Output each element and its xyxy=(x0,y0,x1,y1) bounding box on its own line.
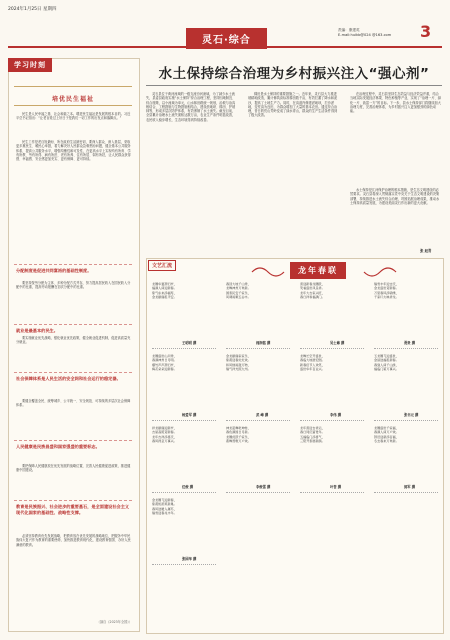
couplet-author: 张书元 撰 xyxy=(404,413,419,417)
couplet-line: 吉星高照贺新春。 xyxy=(152,430,177,435)
couplet-line: 辞旧迎新添百福， xyxy=(374,434,399,439)
couplet-line: 春回大地千山秀， xyxy=(226,282,251,286)
couplet-line: 紫燕衔泥筑新巢。 xyxy=(152,502,177,507)
couplet-line: 金鼠送福报新春。 xyxy=(374,358,399,363)
couplet-author: 郭军 撰 xyxy=(404,485,416,489)
couplet-line: 国泰民安千家乐， xyxy=(226,290,251,295)
couplet-separator xyxy=(374,420,438,422)
couplet xyxy=(226,354,286,371)
couplet-separator xyxy=(300,348,364,350)
couplet xyxy=(300,282,360,299)
couplet-line: 神龙起舞乾坤转， xyxy=(226,426,251,430)
page-number: 3 xyxy=(420,22,432,41)
couplet-line: 玉龙腾飞迎盛世， xyxy=(374,354,399,358)
couplet-line: 龙腾盛世山河秀， xyxy=(152,354,177,358)
couplet-line: 春风送暖入屠苏， xyxy=(152,506,177,511)
study-para: 民生是人民幸福之基、社会和谐之本。增进民生福祉是发展的根本目的。习近平总书记指出：“让老百姓过上好日子是我们一切工作的出发点和落脚点。” xyxy=(16,112,131,121)
study-tag: 学习时刻 xyxy=(8,58,52,72)
couplet-separator xyxy=(152,420,216,422)
article-column-2: 梯田是水土保持的重要措施之一。近年来，灵石县大力推进坡耕地改造，累计修筑高标准梯田数千亩，有效拦蓄了降水和泥沙，提高了土地生产力。同时，在沟道内修建淤地坝，拦沙淤地，变荒沟为良田，为群众增加了大量的基本农田。通过综合治理，昔日的荒山秃岭变成了绿水青山，群众的生产生活条件得到了极大改善。 xyxy=(248,92,338,118)
divider xyxy=(14,440,132,441)
divider xyxy=(14,324,132,325)
couplet-line: 喜迎新春龙腾跃， xyxy=(300,282,325,286)
point-text: 要坚持按劳分配为主体、多种分配方式并存，努力提高居民收入在国民收入分配中的比重，提高劳动报酬在初次分配中的比重。 xyxy=(16,281,131,290)
couplet-line: 春日祥和福满门。 xyxy=(300,294,325,299)
article-author: 张 赵青 xyxy=(420,249,432,253)
couplet-line: 盛世华年百业兴。 xyxy=(300,366,325,371)
couplet xyxy=(300,426,360,443)
header-rule xyxy=(8,46,442,48)
divider xyxy=(14,500,132,501)
couplet-line: 金龙腾飞迎新春， xyxy=(152,498,177,502)
couplet-line: 龙腾虎跃千家乐， xyxy=(226,434,251,439)
couplet-line: 福临门第万事兴。 xyxy=(374,366,399,371)
couplet-line: 福满人间迎新春。 xyxy=(152,286,177,291)
point-title: 分配制度是促进共同富裕的基础性制度。 xyxy=(16,268,92,273)
divider xyxy=(14,372,132,373)
couplet-line: 瑞雪丰年迎吉庆， xyxy=(374,282,399,286)
point-title: 人民健康是民族昌盛和国家强盛的重要标志。 xyxy=(16,444,100,449)
couplet-line: 紫燕迎春处处欢。 xyxy=(226,358,251,363)
dragon-ornament-right-icon xyxy=(362,264,398,280)
couplet-separator xyxy=(152,564,216,566)
couplet xyxy=(152,282,212,299)
couplet-line: 紫气东来添福寿， xyxy=(152,290,177,295)
couplet-separator xyxy=(226,492,290,494)
study-para: 民生工作是老百姓最盼、所在政府生活最密切，要深入群众、深入基层，采取更多惠民生、暖民心举措，着力解决好人民群众急难愁盼问题，健全基本公共服务体系，提高公共服务水平，增强均衡性和可及性，在更高水平上实现幼有所育、学有所教、劳有所得、病有所医、老有所养、住有所居、弱有所扶，让人民群众获得感、幸福感、安全感更加充实、更有保障、更可持续。 xyxy=(16,140,131,162)
couplet-author: 吴士雄 撰 xyxy=(330,341,345,345)
couplet xyxy=(152,498,212,515)
couplet xyxy=(226,426,286,443)
point-title: 社会保障体系是人民生活的安全网和社会运行的稳定器。 xyxy=(16,376,121,381)
issue-date: 2024年1月25日 星期四 xyxy=(8,7,57,12)
couplet-author: 李俊雷 撰 xyxy=(256,485,271,489)
couplet-separator xyxy=(300,420,364,422)
couplet-line: 风调雨顺五谷丰。 xyxy=(226,294,251,299)
point-title: 教育是民族振兴、社会进步的重要基石，是全面建设社会主义现代化国家的基础性、战略性支撑。 xyxy=(16,504,130,515)
editor-email: E-mail:huikb@024 @163.com xyxy=(338,32,392,37)
couplet-line: 金龙盛世贺新春。 xyxy=(374,286,399,291)
article-column-3: 在治理过程中，灵石县坚持生态效益与经济效益并重，结合当地实际发展经济林果、特色种植等产业，实现了“治理一片、绿化一片、致富一方”的目标。下一步，县水土保持部门将继续加大治理力度，完善治理体系，为乡村振兴注入更加强劲的绿色动能。 xyxy=(350,92,441,114)
couplet-author: 杨爱军 撰 xyxy=(182,413,197,417)
couplet-separator xyxy=(374,348,438,350)
couplet-author: 阎润铭 撰 xyxy=(256,341,271,345)
literature-section xyxy=(146,258,444,634)
couplet-separator xyxy=(226,420,290,422)
couplet xyxy=(152,354,212,371)
point-title: 就业是最基本的民生。 xyxy=(16,328,58,333)
point-text: 要健全覆盖全民、统筹城乡、公平统一、安全规范、可持续的多层次社会保障体系。 xyxy=(16,399,131,408)
couplet-line: 春色满园日月新。 xyxy=(226,430,251,435)
couplet-line: 春风得意万事兴。 xyxy=(152,438,177,443)
couplet-line: 万里春风添锦绣， xyxy=(374,290,399,295)
couplet-line: 金龙献瑞报平安。 xyxy=(152,294,177,299)
headline-rule xyxy=(146,85,442,86)
divider xyxy=(14,264,132,265)
couplet-line: 燕舞莺歌万户欢。 xyxy=(226,438,251,443)
couplet-line: 瑞气祥光照九州。 xyxy=(226,366,251,371)
couplet-line: 春满人间万户欢。 xyxy=(374,430,399,435)
editor-info xyxy=(338,28,391,37)
couplet-author: 叶苍 撰 xyxy=(330,485,342,489)
couplet-line: 爆竹声声辞旧岁， xyxy=(152,362,177,367)
point-text: 要实施就业优先战略，强化就业优先政策，健全就业促进机制，促进高质量充分就业。 xyxy=(16,336,131,345)
literature-tag: 文艺汇流 xyxy=(148,260,176,271)
point-text: 要把保障人民健康放在优先发展的战略位置，完善人民健康促进政策，推进健康中国建设。 xyxy=(16,464,131,473)
couplet-separator xyxy=(152,348,216,350)
couplet xyxy=(374,426,434,443)
study-heading: 培优民生福祉 xyxy=(51,96,94,103)
couplet-line: 新春佳节人欢笑， xyxy=(300,362,325,367)
couplet-line: 龙舞神州万象新。 xyxy=(226,286,251,291)
couplet xyxy=(226,282,286,299)
couplet-line: 春日同庆富贵年。 xyxy=(300,430,325,435)
couplet-line: 祥龙献瑞迎新岁， xyxy=(152,426,177,430)
couplet-author: 王明明 撰 xyxy=(182,341,197,345)
couplet-author: 李伟 撰 xyxy=(330,413,342,417)
article-column-1: 灵石县位于黄河流域的一级支流汾河流域，为了减少水土流失，县委县政府实施“水土保持”综合治理工程，坚持因地制宜、综合施策，以小流域为单元，山水林田路统一规划，治坡与治沟相结合，工程措施与生物措施相结合，建设淤地坝、梯田、护坡林等，形成多层次防护体系，有效遏制了水土流失。截至目前，全县累计治理水土流失面积达数万亩，农业生产条件明显改善，农民收入稳步增长，生态环境得到持续改善。 xyxy=(146,92,236,122)
couplet-line: 龙腾华夏辞旧岁， xyxy=(152,282,177,286)
couplet-author: 张国华 撰 xyxy=(182,557,197,561)
couplet-line: 瑞雪迎春兆丰年。 xyxy=(152,510,177,515)
couplet-line: 龙年吉祥添喜庆， xyxy=(152,434,177,439)
couplet-line: 龙舞长空开盛世， xyxy=(300,354,325,358)
couplet-line: 春满神州日月明。 xyxy=(152,358,177,363)
couplet-author: 任俊 撰 xyxy=(182,485,194,489)
couplet-line: 春到人间千山绿， xyxy=(374,362,399,367)
dragon-ornament-left-icon xyxy=(250,264,286,280)
couplet-separator xyxy=(152,492,216,494)
couplet-separator xyxy=(374,492,438,494)
couplet-line: 冬去春来万象新。 xyxy=(374,438,399,443)
couplet-line: 千家灯火映祥龙。 xyxy=(374,294,399,299)
couplet-line: 春临大地展宏图。 xyxy=(300,358,325,363)
point-text: 必须坚持教育优先发展战略，把教育放在优先发展的战略地位，把服务中华民族伟大复兴作为教育的重要使命，加快推进教育现代化，建设教育强国、办好人民满意的教育。 xyxy=(16,534,131,547)
couplet-line: 金龙献瑞家家乐， xyxy=(226,354,251,358)
couplet-separator xyxy=(226,348,290,350)
couplet-line: 笑看盛世凤呈祥。 xyxy=(300,286,325,291)
couplet-line: 龙腾盛世千家福， xyxy=(374,426,399,430)
couplet-line: 梅花朵朵迎新春。 xyxy=(152,366,177,371)
couplet-author: 贾贵 撰 xyxy=(404,341,416,345)
couplet-line: 龙年喜迎吉祥运， xyxy=(300,426,325,430)
section-title: 灵石·综合 xyxy=(186,28,267,49)
article-column-4: 水土保持是江河保护治理的根本措施，是生态文明建设的必然要求。灵石县将深入贯彻落实党中央关于生态文明建设的决策部署，持续推进水土流失综合治理，巩固拓展治理成果，推动水土保持高质量发展，为建设美丽灵石作出新的更大贡献。 xyxy=(350,188,440,205)
couplet xyxy=(152,426,212,443)
couplet-separator xyxy=(300,492,364,494)
couplet-line: 龙年大吉家兴旺， xyxy=(300,290,325,295)
couplet-line: 三阳开泰展新颜。 xyxy=(300,438,325,443)
couplet-author: 武 峰 撰 xyxy=(256,413,269,417)
couplet xyxy=(300,354,360,371)
couplet-line: 五福临门添喜气， xyxy=(300,434,325,439)
couplet xyxy=(374,282,434,299)
couplet xyxy=(374,354,434,371)
editor-name: 责编：康建英 xyxy=(338,28,360,32)
couplet-line: 和风细雨滋万物， xyxy=(226,362,251,367)
source-note: （摘自《2023年全国》） xyxy=(96,620,132,624)
article-headline: 水土保持综合治理为乡村振兴注入“强心剂” xyxy=(158,66,430,82)
literature-title: 龙年春联 xyxy=(290,262,346,279)
